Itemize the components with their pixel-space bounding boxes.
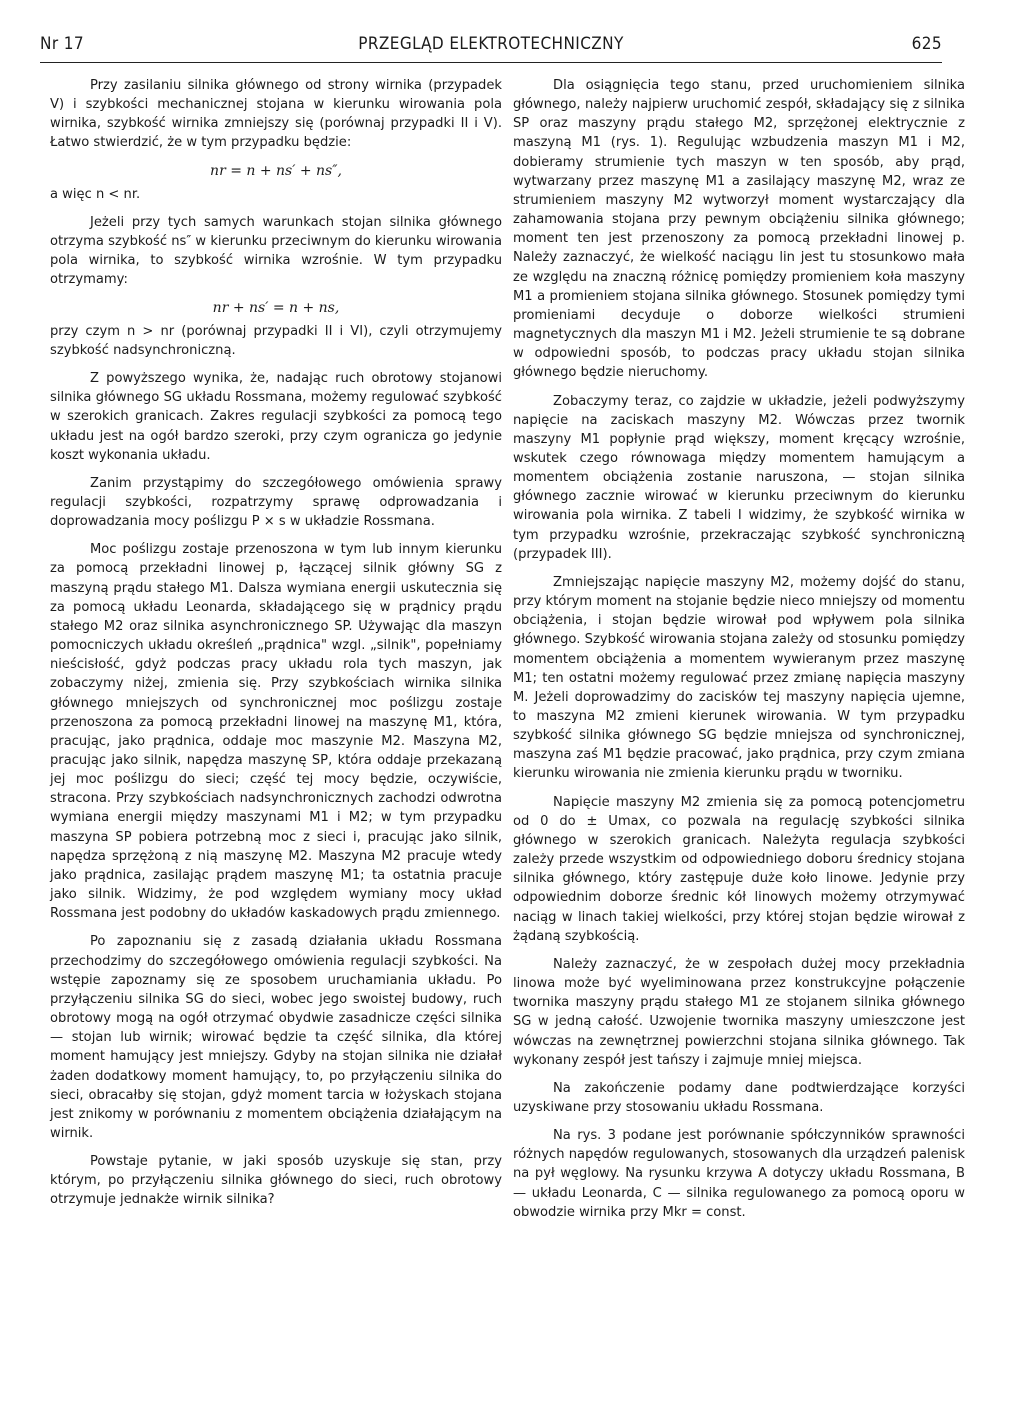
paragraph: Zanim przystąpimy do szczegółowego omówienia sprawy regulacji szybkości, rozpatrzymy sprawę odprowadzania i doprowadzania mocy poślizgu P × s w układzie Rossmana. xyxy=(50,475,502,530)
paragraph: Dla osiągnięcia tego stanu, przed uruchomieniem silnika głównego, należy najpierw uruchomić zespół, składający się z silnika SP oraz maszyny prądu stałego M2, sprzężonej elektrycznie z maszyną M1 (rys. 1). Regulując wzbudzenia maszyn M1 i M2, dobieramy strumienie tych maszyn w ten sposób, aby prąd, wytwarzany przez maszynę M1 a zasilający maszynę M2, wraz ze strumieniem maszyny M2 wytworzył moment wystarczający dla zahamowania stojana przy pewnym obciążeniu silnika głównego; moment ten jest przenoszony za pomocą przekładni linowej p. Należy zaznaczyć, że wielkość naciągu lin jest tu stosunkowo mała ze względu na znaczną różnicę pomiędzy promieniem koła maszyny M1 a promieniem stojana silnika głównego. Stosunek pomiędzy tymi promieniami decyduje o doborze wielkości strumieni magnetycznych dla maszyn M1 i M2. Jeżeli strumienie te są dobrane w odpowiedni sposób, to podczas pracy układu stojan silnika głównego będzie nieruchomy. xyxy=(513,78,965,381)
paragraph: a więc n < nr. xyxy=(50,186,141,202)
journal-title: PRZEGLĄD ELEKTROTECHNICZNY xyxy=(358,34,624,54)
left-column xyxy=(50,76,502,1219)
page-number: 625 xyxy=(911,34,942,54)
right-column xyxy=(513,76,965,1231)
paragraph: Przy zasilaniu silnika głównego od strony wirnika (przypadek V) i szybkości mechanicznej stojana w kierunku wirowania pola wirnika, szybkość wirnika zmniejszy się (porównaj przypadki II i V). Łatwo stwierdzić, że w tym przypadku będzie: xyxy=(50,78,502,151)
paragraph: Jeżeli przy tych samych warunkach stojan silnika głównego otrzyma szybkość ns″ w kierunku przeciwnym do kierunku wirowania pola wirnika, to szybkość wirnika wzrośnie. W tym przypadku otrzymamy: xyxy=(50,214,502,288)
paragraph: Moc poślizgu zostaje przenoszona w tym lub innym kierunku za pomocą przekładni linowej p, łączącej silnik główny SG z maszyną prądu stałego M1. Dalsza wymiana energii uskutecznia się za pomocą układu Leonarda, składającego się w prądnicy prądu stałego M2 oraz silnika asynchronicznego SP. Używając dla maszyn pomocniczych układu określeń „prądnica" wzgl. „silnik", popełniamy nieścisłość, gdyż podczas pracy układu rola tych maszyn, jak zobaczymy niżej, zmienia się. Przy szybkościach wirnika silnika głównego mniejszych od synchronicznej moc poślizgu zostaje przenoszona za pomocą przekładni linowej na maszynę M1, która, pracując, jako prądnica, oddaje moc maszynie M2. Maszyna M2, pracując jako silnik, napędza maszynę SP, która oddaje przekazaną jej moc poślizgu do sieci; część tej mocy będzie, oczywiście, stracona. Przy szybkościach nadsynchronicznych zachodzi odwrotna wymiana energii między maszynami M1 i M2; w tym przypadku maszyna SP pobiera potrzebną moc z sieci i, pracując jako silnik, napędza sprzężoną z nią maszynę M2. Maszyna M2 pracuje wtedy jako prądnica, zasilając prądem maszynę M1; ta ostatnia pracuje jako silnik. Widzimy, że pod względem wymiany mocy układ Rossmana jest podobny do układów kaskadowych prądu zmiennego. xyxy=(50,542,502,922)
paragraph: Należy zaznaczyć, że w zespołach dużej mocy przekładnia linowa może być wyeliminowana przez konstrukcyjne połączenie twornika maszyny prądu stałego M1 ze stojanem silnika głównego SG w jedną całość. Uzwojenie twornika maszyny umieszczone jest wówczas na zewnętrznej powierzchni stojana silnika głównego. Tak wykonany zespół jest tańszy i zajmuje mniej miejsca. xyxy=(513,956,965,1068)
paragraph: Powstaje pytanie, w jaki sposób uzyskuje się stan, przy którym, po przyłączeniu silnika głównego do sieci, ruch obrotowy otrzymuje jednakże wirnik silnika? xyxy=(50,1154,502,1208)
header-rule xyxy=(40,62,942,63)
paragraph: Z powyższego wynika, że, nadając ruch obrotowy stojanowi silnika głównego SG układu Rossmana, możemy regulować szybkość w szerokich granicach. Zakres regulacji szybkości za pomocą tego układu jest na ogół bardzo szeroki, przy czym ogranicza go jedynie koszt wykonania układu. xyxy=(50,371,502,463)
paragraph: Na zakończenie podamy dane podtwierdzające korzyści uzyskiwane przy stosowaniu układu Rossmana. xyxy=(513,1080,965,1115)
formula: nr = n + ns′ + ns″, xyxy=(210,162,342,179)
paragraph: Napięcie maszyny M2 zmienia się za pomocą potencjometru od 0 do ± Umax, co pozwala na regulację szybkości silnika głównego w szerokich granicach. Należyta regulacja szybkości zależy przede wszystkim od odpowiedniego doboru średnicy stojana silnika głównego, który zastępuje duże koło linowe. Jedynie przy odpowiednim doborze średnic kół linowych możemy otrzymywać naciąg w linach takiej wielkości, przy której stojan będzie wirował z żądaną szybkością. xyxy=(513,794,965,944)
paragraph: Po zapoznaniu się z zasadą działania układu Rossmana przechodzimy do szczegółowego omówienia regulacji szybkości. Na wstępie zapoznamy się ze sposobem uruchamiania układu. Po przyłączeniu silnika SG do sieci, wobec jego swoistej budowy, ruch obrotowy mogą na ogół otrzymać obydwie zasadnicze części silnika — stojan lub wirnik; wirować będzie ta część silnika, dla której moment hamujący jest mniejszy. Gdyby na stojan silnika nie działał żaden dodatkowy moment hamujący, to, po przyłączeniu silnika do sieci, obracałby się stojan, gdyż moment tarcia w łożyskach stojana jest znikomy w porównaniu z momentem obciążenia działającym na wirnik. xyxy=(50,934,502,1141)
paragraph: Zobaczymy teraz, co zajdzie w układzie, jeżeli podwyższymy napięcie na zaciskach maszyny M2. Wówczas przez twornik maszyny M1 popłynie prąd większy, moment kręcący wzrośnie, wskutek czego równowaga między momentem hamującym a momentem obciążenia zostanie naruszona, — stojan silnika głównego zacznie wirować w kierunku przeciwnym do kierunku wirowania pola wirnika. Z tabeli I widzimy, że szybkość wirnika w tym przypadku wzrośnie, przekraczając szybkość synchroniczną (przypadek III). xyxy=(513,393,965,562)
issue-number: Nr 17 xyxy=(40,34,85,54)
paragraph: Zmniejszając napięcie maszyny M2, możemy dojść do stanu, przy którym moment na stojanie będzie nieco mniejszy od momentu obciążenia, i stojan będzie wirował pod wpływem pola silnika głównego. Szybkość wirowania stojana zależy od stosunku pomiędzy momentem obciążenia a momentem wywieranym przez maszynę M1; ten ostatni możemy regulować przez zmianę napięcia maszyny M. Jeżeli doprowadzimy do zacisków tej maszyny napięcia ujemne, to maszyna M2 zmieni kierunek wirowania. W tym przypadku szybkość silnika głównego SG będzie mniejsza od synchronicznej, maszyna zaś M1 będzie pracować, jako prądnica, przy czym zmiana kierunku wirowania nie zmienia kierunku prądu w tworniku. xyxy=(513,574,965,782)
paragraph: przy czym n > nr (porównaj przypadki II i VI), czyli otrzymujemy szybkość nadsynchroniczną. xyxy=(50,323,502,358)
paragraph: Na rys. 3 podane jest porównanie spółczynników sprawności różnych napędów regulowanych, stosowanych dla urządzeń palenisk na pył węglowy. Na rysunku krzywa A dotyczy układu Rossmana, B — układu Leonarda, C — silnika regulowanego za pomocą oporu w obwodzie wirnika przy Mkr = const. xyxy=(513,1128,965,1220)
formula: nr + ns′ = n + ns, xyxy=(212,299,340,316)
page-header xyxy=(40,34,942,58)
